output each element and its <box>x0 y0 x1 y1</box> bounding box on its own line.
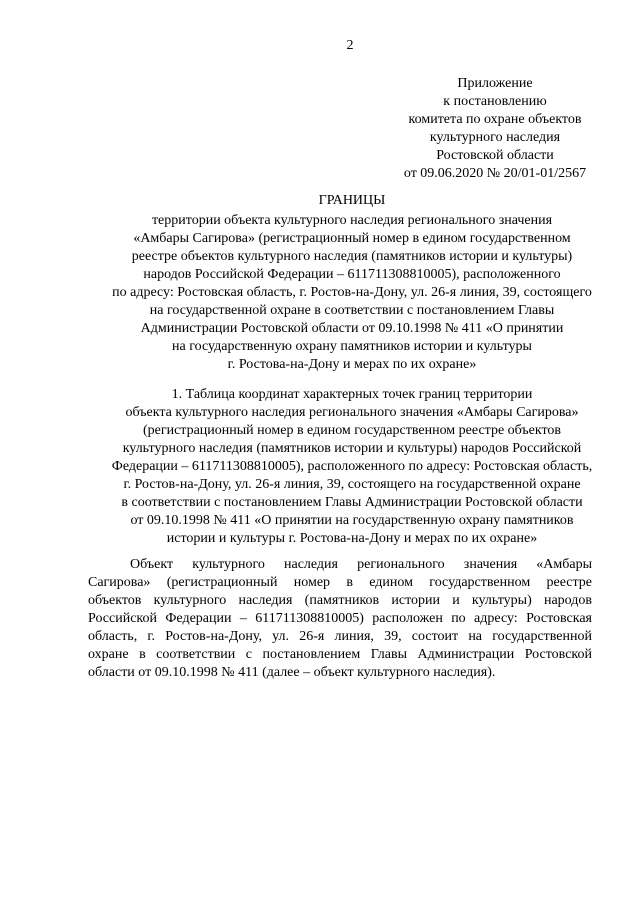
appendix-header <box>390 75 600 183</box>
table-heading-line: от 09.10.1998 № 411 «О принятии на государственную охрану памятников <box>130 513 574 528</box>
subtitle-line: реестре объектов культурного наследия (памятников истории и культуры) <box>131 249 573 264</box>
appendix-line: культурного наследия <box>429 130 561 145</box>
subtitle-line: территории объекта культурного наследия регионального значения <box>151 213 553 228</box>
document-title: ГРАНИЦЫ <box>318 193 386 208</box>
subtitle-line: «Амбары Сагирова» (регистрационный номер в едином государственном <box>133 231 571 246</box>
table-heading-line: в соответствии с постановлением Главы Администрации Ростовской области <box>121 495 583 510</box>
subtitle-line: Администрации Ростовской области от 09.10.1998 № 411 «О принятии <box>140 321 564 336</box>
subtitle-line: на государственную охрану памятников истории и культуры <box>172 339 532 354</box>
subtitle-line: по адресу: Ростовская область, г. Ростов-на-Дону, ул. 26-я линия, 39, состоящего <box>112 285 592 300</box>
appendix-line: от 09.06.2020 № 20/01-01/2567 <box>403 166 587 181</box>
subtitle-line: г. Ростова-на-Дону и мерах по их охране» <box>227 357 477 372</box>
body-line: Российской Федерации – 611711308810005) расположен по адресу: Ростовская <box>88 611 592 626</box>
subtitle-line: народов Российской Федерации – 611711308810005), расположенного <box>143 267 561 282</box>
appendix-line: Ростовской области <box>436 148 554 163</box>
table-heading-line: 1. Таблица координат характерных точек границ территории <box>171 387 533 402</box>
appendix-line: Приложение <box>457 76 533 91</box>
table-heading-line: объекта культурного наследия регионального значения «Амбары Сагирова» <box>125 405 579 420</box>
body-line: область, г. Ростов-на-Дону, ул. 26-я линия, 39, состоит на государственной <box>88 629 592 644</box>
table-heading-line: г. Ростов-на-Дону, ул. 26-я линия, 39, состоящего на государственной охране <box>123 477 581 492</box>
body-line: охране в соответствии с постановлением Главы Администрации Ростовской <box>88 647 592 662</box>
body-line: объектов культурного наследия (памятников истории и культуры) народов <box>88 593 592 608</box>
table-heading <box>84 386 620 548</box>
body-line: области от 09.10.1998 № 411 (далее – объект культурного наследия). <box>88 665 496 680</box>
body-line: Объект культурного наследия регионального значения «Амбары <box>130 557 592 572</box>
document-subtitle <box>84 212 620 374</box>
table-heading-line: Федерации – 611711308810005), расположенного по адресу: Ростовская область, <box>111 459 593 474</box>
table-heading-line: истории и культуры г. Ростова-на-Дону и мерах по их охране» <box>166 531 538 546</box>
body-paragraph <box>88 556 592 682</box>
appendix-line: к постановлению <box>443 94 547 109</box>
table-heading-line: (регистрационный номер в едином государственном реестре объектов <box>142 423 562 438</box>
page-number: 2 <box>346 38 354 53</box>
body-line: Сагирова» (регистрационный номер в едином государственном реестре <box>88 575 592 590</box>
subtitle-line: на государственной охране в соответствии с постановлением Главы <box>149 303 555 318</box>
table-heading-line: культурного наследия (памятников истории и культуры) народов Российской <box>122 441 582 456</box>
appendix-line: комитета по охране объектов <box>408 112 582 127</box>
